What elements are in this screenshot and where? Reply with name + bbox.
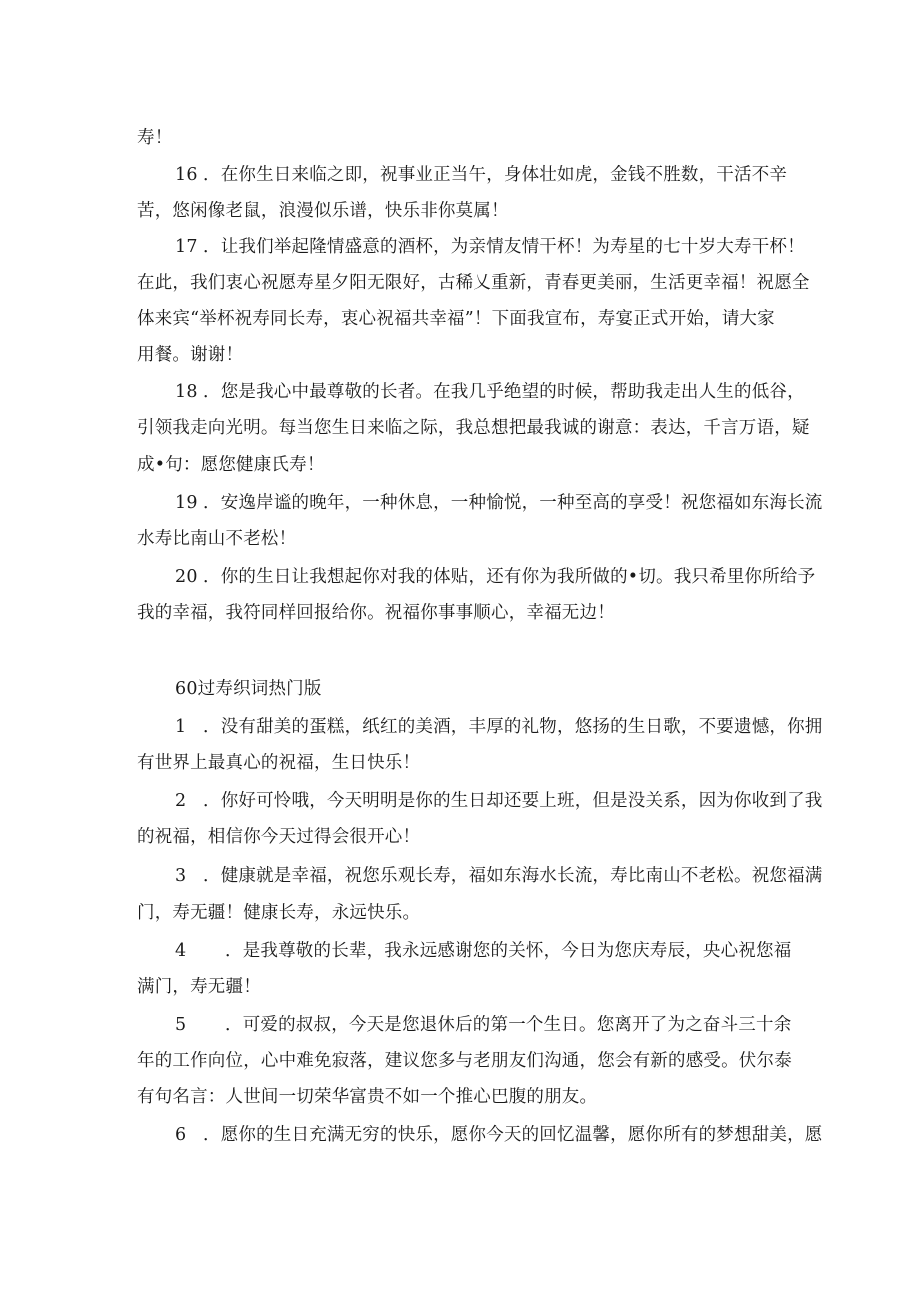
continuation-text: 寿！ (137, 128, 173, 148)
list-item-18-line-2: 引领我走向光明。每当您生日来临之际，我总想把最我诚的谢意：表达，千言万语，疑 (137, 418, 810, 438)
item-text: ．你的生日让我想起你对我的体贴，还有你为我所做的•切。我只希里你所给予 (203, 567, 816, 587)
item-number: 20 (175, 567, 198, 587)
list-item-2-line-2: 的祝福，相信你今天过得会很开心！ (137, 827, 421, 847)
list-item-4-line-2: 满门，寿无疆！ (137, 977, 261, 997)
item-text: ．可爱的叔叔，今天是您退休后的第一个生日。您离开了为之奋斗三十余 (225, 1015, 792, 1035)
list-item-20-line-1 (175, 566, 815, 588)
list-item-5-line-3: 有句名言：人世间一切荣华富贵不如一个推心巴腹的朋友。 (137, 1087, 598, 1107)
list-item-6-line-1 (175, 1124, 823, 1146)
item-number: 5 (175, 1015, 187, 1035)
item-text: ．您是我心中最尊敬的长者。在我几乎绝望的时候，帮助我走出人生的低谷， (203, 382, 805, 402)
list-item-16-line-1 (175, 164, 787, 186)
item-number: 18 (175, 382, 198, 402)
item-number: 2 (175, 791, 187, 811)
item-text: ．你好可怜哦，今天明明是你的生日却还要上班，但是没关系，因为你收到了我 (203, 791, 823, 811)
list-item-18-line-1 (175, 381, 805, 403)
list-item-17-line-1 (175, 236, 805, 258)
list-item-17-line-2: 在此，我们衷心祝愿寿星夕阳无限好，古稀乂重新，青春更美丽，生活更幸福！祝愿全 (137, 273, 810, 293)
list-item-3-line-2: 门，寿无疆！健康长寿，永远快乐。 (137, 903, 421, 923)
list-item-4-line-1 (175, 940, 791, 962)
section-heading: 60过寿织词热门版 (175, 679, 322, 699)
item-text: ．在你生日来临之即，祝事业正当午，身体壮如虎，金钱不胜数，干活不辛 (203, 165, 788, 185)
item-text: ．让我们举起隆情盛意的酒杯，为亲情友情干杯！为寿星的七十岁大寿干杯！ (203, 237, 805, 257)
list-item-17-line-3: 体来宾“举杯祝寿同长寿，衷心祝福共幸福”！下面我宣布，寿宴正式开始，请大家 (137, 309, 775, 329)
list-item-19-line-2: 水寿比南山不老松！ (137, 529, 297, 549)
item-number: 19 (175, 493, 198, 513)
item-text: ．健康就是幸福，祝您乐观长寿，福如东海水长流，寿比南山不老松。祝您福满 (203, 866, 823, 886)
list-item-5-line-1 (175, 1014, 791, 1036)
list-item-5-line-2: 年的工作向位，心中难免寂落，建议您多与老朋友们沟通，您会有新的感受。伏尔泰 (137, 1051, 792, 1071)
item-number: 3 (175, 866, 187, 886)
item-text: ．安逸岸谧的晚年，一种休息，一种愉悦，一种至高的享受！祝您福如东海长流 (203, 493, 823, 513)
item-number: 6 (175, 1125, 187, 1145)
item-text: ．没有甜美的蛋糕，纸红的美酒，丰厚的礼物，悠扬的生日歌，不要遗憾，你拥 (203, 717, 823, 737)
item-number: 16 (175, 165, 198, 185)
list-item-19-line-1 (175, 492, 823, 514)
list-item-1-line-2: 有世界上最真心的祝福，生日快乐！ (137, 753, 421, 773)
item-text: ．是我尊敬的长辈，我永远感谢您的关怀，今日为您庆寿辰，央心祝您福 (225, 941, 792, 961)
list-item-17-line-4: 用餐。谢谢！ (137, 345, 244, 365)
list-item-2-line-1 (175, 790, 823, 812)
list-item-20-line-2: 我的幸福，我符同样回报给你。祝福你事事顺心，幸福无边！ (137, 603, 615, 623)
item-number: 4 (175, 941, 187, 961)
item-number: 17 (175, 237, 198, 257)
list-item-16-line-2: 苦，悠闲像老鼠，浪漫似乐谱，快乐非你莫属！ (137, 201, 509, 221)
list-item-1-line-1 (175, 716, 823, 738)
list-item-18-line-3: 成•句：愿您健康氏寿！ (137, 455, 325, 475)
item-number: 1 (175, 717, 187, 737)
list-item-3-line-1 (175, 865, 823, 887)
item-text: ．愿你的生日充满无穷的快乐，愿你今天的回忆温馨，愿你所有的梦想甜美，愿 (203, 1125, 823, 1145)
